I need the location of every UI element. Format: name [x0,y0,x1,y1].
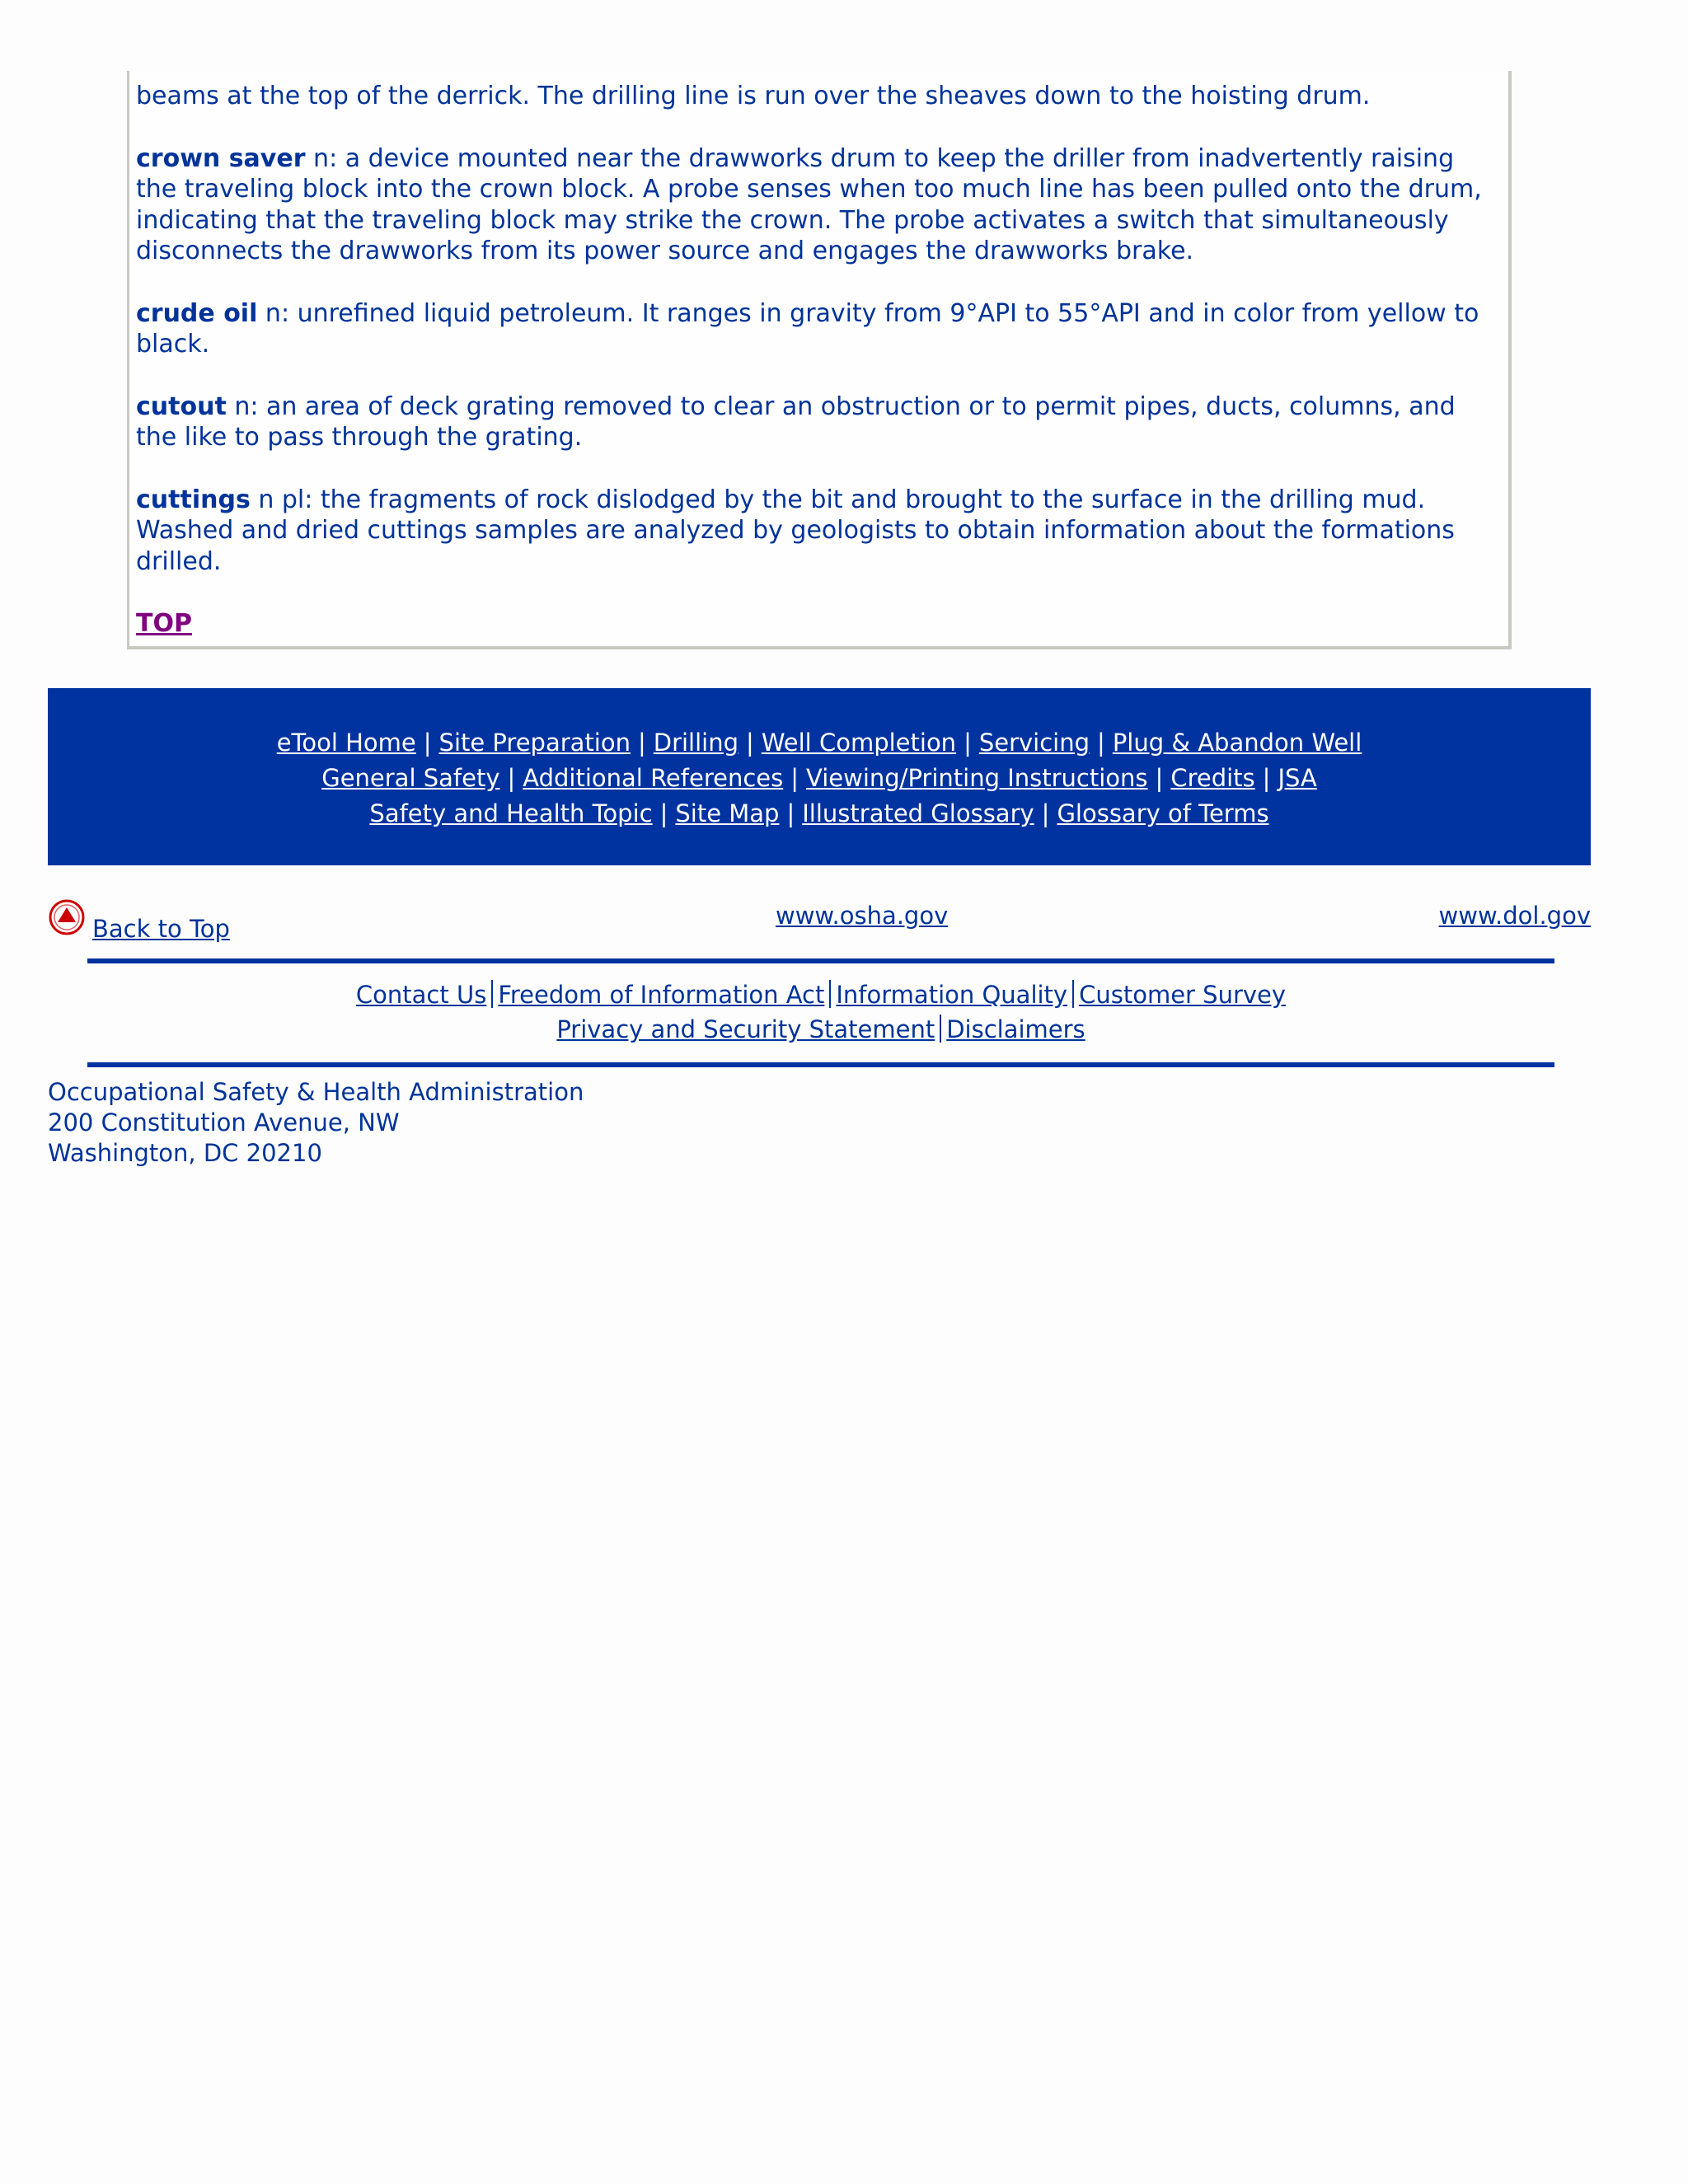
information-quality-link[interactable]: Information Quality [836,981,1068,1009]
nav-link-site-map[interactable]: Site Map [675,799,780,827]
nav-separator: | [1041,799,1050,827]
nav-link-general-safety[interactable]: General Safety [321,764,500,792]
nav-separator: | [790,764,799,792]
nav-separator: | [659,799,668,827]
nav-link-site-preparation[interactable]: Site Preparation [438,729,631,757]
address-line: Occupational Safety & Health Administration [48,1078,584,1106]
glossary-term: crude oil [136,298,258,328]
glossary-box [127,71,1512,649]
glossary-entry [136,143,1497,267]
divider [87,1062,1554,1067]
glossary-term: cuttings [136,485,251,514]
footer-separator [829,980,831,1008]
nav-separator: | [637,729,646,757]
up-arrow-circle-icon[interactable] [48,898,86,936]
footer-links [87,977,1554,1047]
glossary-term: crown saver [136,143,306,173]
nav-separator: | [1155,764,1164,792]
footer-links-row [87,977,1554,1012]
nav-link-servicing[interactable]: Servicing [978,729,1090,757]
nav-separator: | [786,799,795,827]
foia-link[interactable]: Freedom of Information Act [498,981,825,1009]
glossary-definition: beams at the top of the derrick. The drilling line is run over the sheaves down to the hoisting drum. [136,82,1371,110]
address-line: 200 Constitution Avenue, NW [48,1108,400,1137]
address-line: Washington, DC 20210 [48,1139,322,1167]
footer-separator [491,980,493,1008]
nav-row [48,725,1591,761]
nav-link-drilling[interactable]: Drilling [653,729,739,757]
top-link[interactable]: TOP [136,609,192,638]
glossary-definition: n pl: the fragments of rock dislodged by the bit and brought to the surface in the drilling mud. Washed and dried cuttings samples are analyzed by geologists to obtain information about the formations drilled. [136,485,1455,576]
nav-separator: | [507,764,516,792]
nav-link-glossary-of-terms[interactable]: Glossary of Terms [1057,799,1269,827]
address [48,1077,584,1169]
footer-row [48,898,1591,941]
glossary-entry [136,485,1497,578]
glossary-entry [136,391,1497,453]
customer-survey-link[interactable]: Customer Survey [1079,981,1287,1009]
glossary-definition: n: unrefined liquid petroleum. It ranges in gravity from 9°API to 55°API and in color from yellow to black. [136,298,1479,359]
nav-row [48,796,1591,832]
glossary-definition: n: a device mounted near the drawworks drum to keep the driller from inadvertently raising the traveling block into the crown block. A probe senses when too much line has been pulled onto the drum, indicating that the traveling block may strike the crown. The probe activates a switch that simultaneously disconnects the drawworks from its power source and engages the drawworks brake. [136,143,1482,265]
back-to-top-link[interactable]: Back to Top [92,915,230,943]
nav-link-safety-health-topic[interactable]: Safety and Health Topic [369,799,653,827]
osha-link[interactable]: www.osha.gov [776,902,949,930]
nav-separator: | [964,729,972,757]
glossary-entry [136,81,1497,112]
divider [87,958,1554,963]
disclaimers-link[interactable]: Disclaimers [946,1015,1085,1043]
footer-links-row [87,1012,1554,1047]
nav-row [48,761,1591,796]
nav-link-etool-home[interactable]: eTool Home [276,729,416,757]
footer-separator [1072,980,1074,1008]
dol-link[interactable]: www.dol.gov [1438,902,1591,930]
nav-separator: | [1097,729,1105,757]
back-to-top [48,898,230,943]
nav-link-additional-references[interactable]: Additional References [523,764,784,792]
glossary-entry [136,298,1497,360]
footer-separator [940,1015,941,1043]
nav-separator: | [423,729,432,757]
nav-link-plug-abandon-well[interactable]: Plug & Abandon Well [1112,729,1362,757]
nav-link-jsa[interactable]: JSA [1278,764,1317,792]
privacy-security-link[interactable]: Privacy and Security Statement [556,1015,935,1043]
nav-link-illustrated-glossary[interactable]: Illustrated Glossary [802,799,1034,827]
glossary-definition: n: an area of deck grating removed to clear an obstruction or to permit pipes, ducts, columns, and the like to pass through the grating. [136,391,1456,452]
nav-link-well-completion[interactable]: Well Completion [761,729,957,757]
contact-us-link[interactable]: Contact Us [355,981,487,1009]
nav-link-credits[interactable]: Credits [1170,764,1255,792]
nav-separator: | [1262,764,1271,792]
glossary-term: cutout [136,391,227,421]
nav-separator: | [746,729,754,757]
nav-band [48,688,1591,865]
nav-link-viewing-printing[interactable]: Viewing/Printing Instructions [806,764,1148,792]
